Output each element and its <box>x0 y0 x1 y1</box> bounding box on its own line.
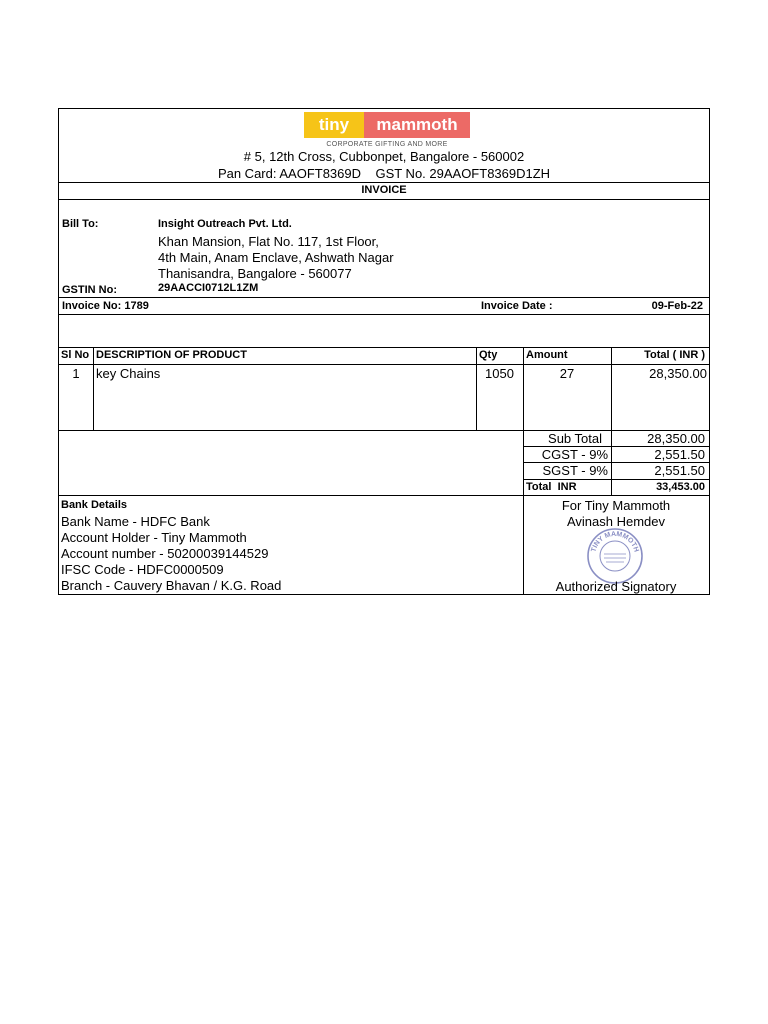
bill-to-address-line: Thanisandra, Bangalore - 560077 <box>158 266 352 281</box>
sub-total-value: 28,350.00 <box>647 431 705 446</box>
row-qty: 1050 <box>485 366 514 381</box>
header-amount: Amount <box>526 349 568 361</box>
bank-line: Account Holder - Tiny Mammoth <box>61 530 247 545</box>
cgst-label: CGST - 9% <box>541 447 608 462</box>
logo-tiny: tiny <box>304 112 364 138</box>
invoice-date: 09-Feb-22 <box>651 300 703 312</box>
invoice-document <box>58 108 710 595</box>
company-tagline: CORPORATE GIFTING AND MORE <box>326 141 448 148</box>
total-label: Total INR <box>526 481 577 493</box>
sgst-label: SGST - 9% <box>542 463 608 478</box>
bank-heading: Bank Details <box>61 499 128 511</box>
signature-for: For Tiny Mammoth <box>561 498 671 513</box>
header-sl-no: Sl No <box>61 349 90 361</box>
gstin-label: GSTIN No: <box>62 284 117 296</box>
divider <box>59 182 709 183</box>
header-total: Total ( INR ) <box>644 349 705 361</box>
authorized-signatory: Authorized Signatory <box>555 579 677 594</box>
bank-line: IFSC Code - HDFC0000509 <box>61 562 224 577</box>
row-amount: 27 <box>559 366 575 381</box>
bill-to-address-line: Khan Mansion, Flat No. 117, 1st Floor, <box>158 234 379 249</box>
signature-name: Avinash Hemdev <box>566 514 666 529</box>
column-divider <box>476 347 477 430</box>
sgst-value: 2,551.50 <box>654 463 705 478</box>
gstin-value: 29AACCI0712L1ZM <box>158 282 259 294</box>
header-qty: Qty <box>479 349 498 361</box>
divider <box>59 495 709 496</box>
totals-row-border <box>523 479 709 480</box>
column-divider <box>523 347 524 430</box>
row-sl-no: 1 <box>72 366 80 381</box>
bank-line: Branch - Cauvery Bhavan / K.G. Road <box>61 578 282 593</box>
row-description: key Chains <box>96 366 161 381</box>
company-pan-gst: Pan Card: AAOFT8369D GST No. 29AAOFT8369D1ZH <box>217 166 551 181</box>
divider <box>59 314 709 315</box>
bank-line: Account number - 50200039144529 <box>61 546 269 561</box>
total-value: 33,453.00 <box>656 481 705 493</box>
column-divider <box>611 347 612 430</box>
logo-mammoth: mammoth <box>364 112 470 138</box>
company-address: # 5, 12th Cross, Cubbonpet, Bangalore - 560002 <box>243 149 525 164</box>
doc-title: INVOICE <box>361 184 407 196</box>
invoice-number: Invoice No: 1789 <box>62 300 149 312</box>
bill-to-name: Insight Outreach Pvt. Ltd. <box>158 218 292 230</box>
company-seal-stamp <box>586 527 644 585</box>
bank-line: Bank Name - HDFC Bank <box>61 514 210 529</box>
seal-text: TINY MAMMOTH <box>590 530 640 553</box>
divider <box>59 199 709 200</box>
cgst-value: 2,551.50 <box>654 447 705 462</box>
bill-to-label: Bill To: <box>62 218 99 230</box>
header-description: DESCRIPTION OF PRODUCT <box>96 349 247 361</box>
company-logo <box>304 112 470 138</box>
divider <box>59 297 709 298</box>
column-divider <box>93 347 94 430</box>
bill-to-address-line: 4th Main, Anam Enclave, Ashwath Nagar <box>158 250 394 265</box>
row-total: 28,350.00 <box>649 366 707 381</box>
invoice-date-label: Invoice Date : <box>481 300 553 312</box>
sub-total-label: Sub Total <box>548 431 602 446</box>
